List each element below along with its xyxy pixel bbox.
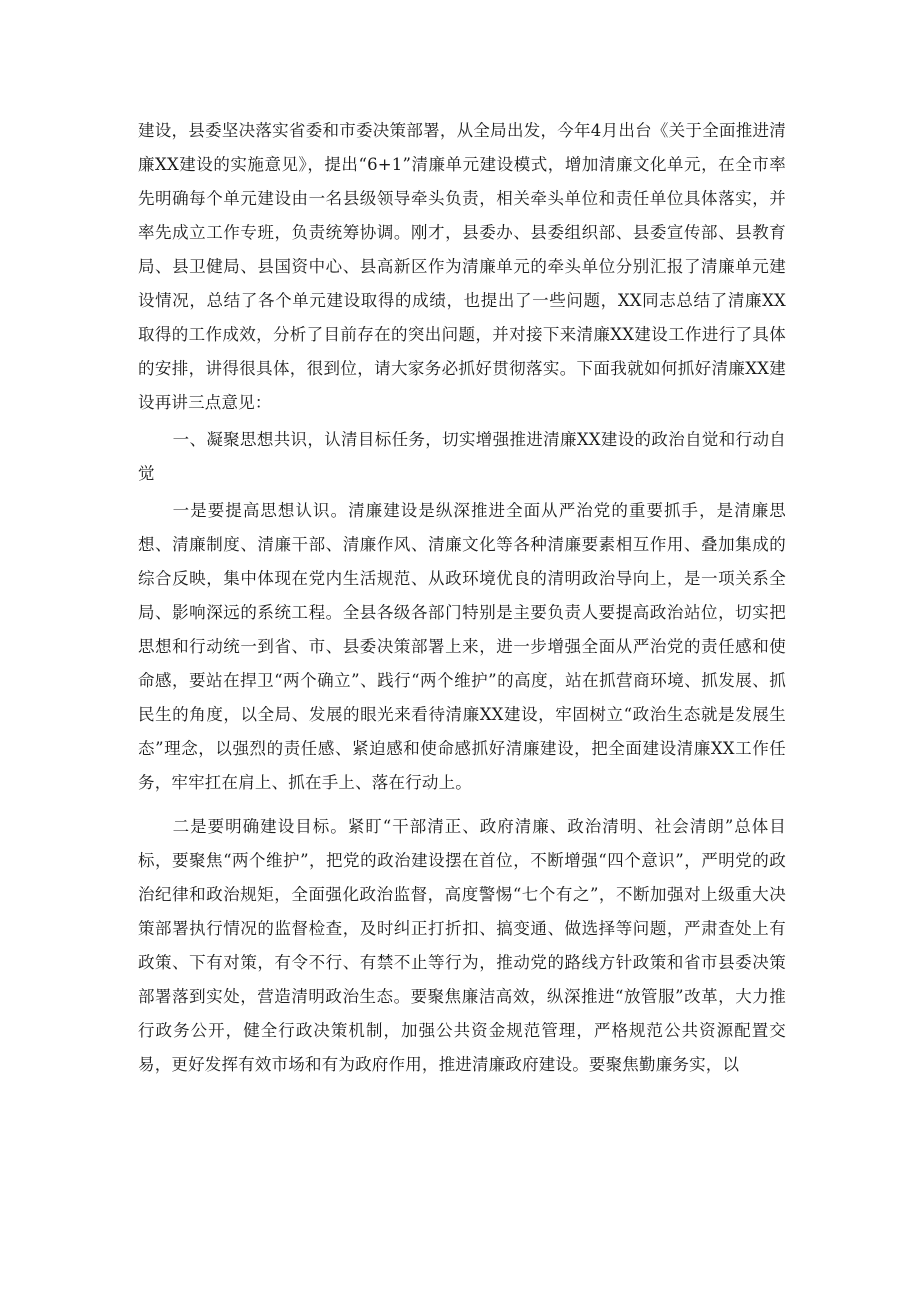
paragraph-intro-continuation: 建设，县委坚决落实省委和市委决策部署，从全局出发，今年4月出台《关于全面推进清廉XX建设的实施意见》，提出“6+1”清廉单元建设模式，增加清廉文化单元，在全市率先明确每个单元建设由一名县级领导牵头负责，相关牵头单位和责任单位具体落实，并率先成立工作专班，负责统筹协调。刚才，县委办、县委组织部、县委宣传部、县教育局、县卫健局、县国资中心、县高新区作为清廉单元的牵头单位分别汇报了清廉单元建设情况，总结了各个单元建设取得的成绩，也提出了一些问题，XX同志总结了清廉XX取得的工作成效，分析了目前存在的突出问题，并对接下来清廉XX建设工作进行了具体的安排，讲得很具体，很到位，请大家务必抓好贯彻落实。下面我就如何抓好清廉XX建设再讲三点意见： [138,121,786,412]
document-body [138,114,786,1082]
paragraph-point-one: 一是要提高思想认识。清廉建设是纵深推进全面从严治党的重要抓手，是清廉思想、清廉制度、清廉干部、清廉作风、清廉文化等各种清廉要素相互作用、叠加集成的综合反映，集中体现在党内生活规范、从政环境优良的清明政治导向上，是一项关系全局、影响深远的系统工程。全县各级各部门特别是主要负责人要提高政治站位，切实把思想和行动统一到省、市、县委决策部署上来，进一步增强全面从严治党的责任感和使命感，要站在捍卫“两个确立”、践行“两个维护”的高度，站在抓营商环境、抓发展、抓民生的角度，以全局、发展的眼光来看待清廉XX建设，牢固树立“政治生态就是发展生态”理念，以强烈的责任感、紧迫感和使命感抓好清廉建设，把全面建设清廉XX工作任务，牢牢扛在肩上、抓在手上、落在行动上。 [138,501,786,792]
section-heading-one: 一、凝聚思想共识，认清目标任务，切实增强推进清廉XX建设的政治自觉和行动自觉 [138,430,786,483]
paragraph-point-two: 二是要明确建设目标。紧盯“干部清正、政府清廉、政治清明、社会清朗”总体目标，要聚焦“两个维护”，把党的政治建设摆在首位，不断增强“四个意识”，严明党的政治纪律和政治规矩，全面强化政治监督，高度警惕“七个有之”，不断加强对上级重大决策部署执行情况的监督检查，及时纠正打折扣、搞变通、做选择等问题，严肃查处上有政策、下有对策，有令不行、有禁不止等行为，推动党的路线方针政策和省市县委决策部署落到实处，营造清明政治生态。要聚焦廉洁高效，纵深推进“放管服”改革，大力推行政务公开，健全行政决策机制，加强公共资金规范管理，严格规范公共资源配置交易，更好发挥有效市场和有为政府作用，推进清廉政府建设。要聚焦勤廉务实，以 [138,817,786,1074]
